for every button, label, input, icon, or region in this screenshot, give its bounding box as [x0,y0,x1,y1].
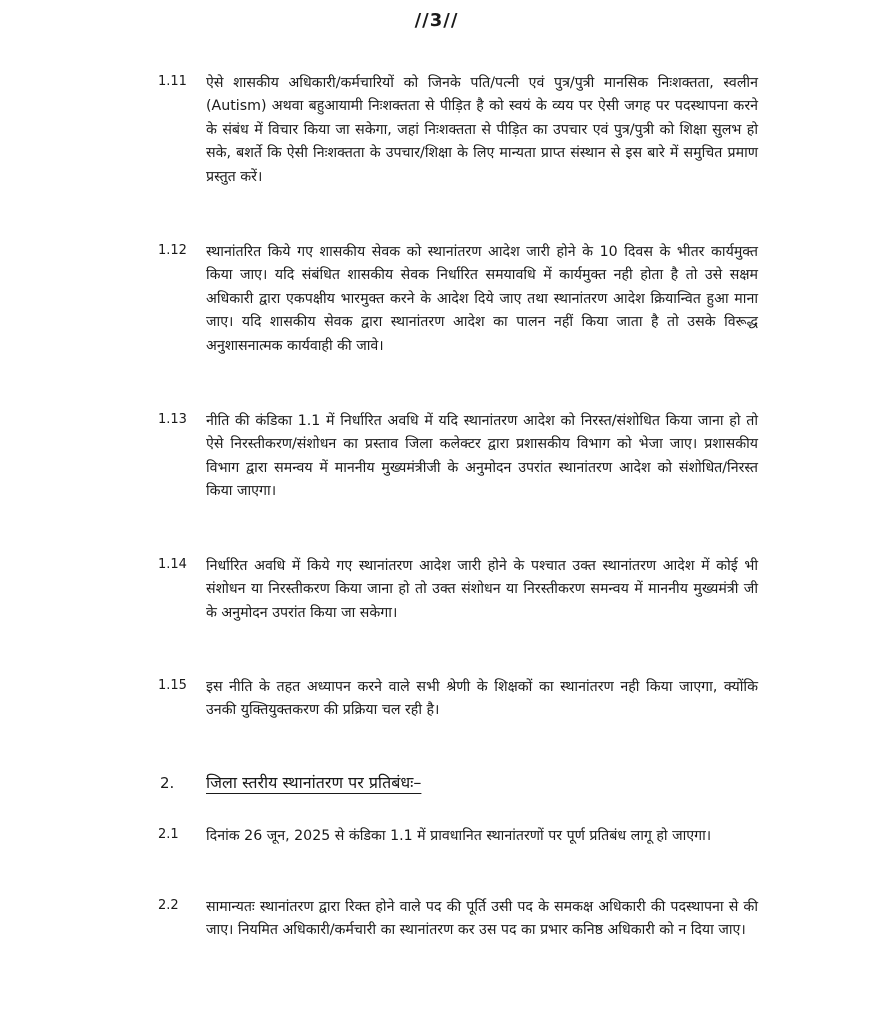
clause-text: दिनांक 26 जून, 2025 से कंडिका 1.1 में प्रावधानित स्थानांतरणों पर पूर्ण प्रतिबंध लागू हो जाएगा। [206,828,712,844]
clause-number: 1.15 [158,678,187,693]
clause-text: निर्धारित अवधि में किये गए स्थानांतरण आदेश जारी होने के पश्चात उक्त स्थानांतरण आदेश में कोई भी संशोधन या निरस्तीकरण किया जाना हो तो उक्त संशोधन या निरस्तीकरण समन्वय में माननीय मुख्यमंत्री जी के अनुमोदन उपरांत किया जा सकेगा। [206,558,758,621]
clause-number: 2.1 [158,827,179,842]
clause-text: इस नीति के तहत अध्यापन करने वाले सभी श्रेणी के शिक्षकों का स्थानांतरण नही किया जाएगा, क्योंकि उनकी युक्तियुक्तकरण की प्रक्रिया चल रही है। [206,679,758,719]
clause-text: नीति की कंडिका 1.1 में निर्धारित अवधि में यदि स्थानांतरण आदेश को निरस्त/संशोधित किया जाना हो तो ऐसे निरस्तीकरण/संशोधन का प्रस्ताव जिला कलेक्टर द्वारा प्रशासकीय विभाग को भेजा जाए। प्रशासकीय विभाग द्वारा समन्वय में माननीय मुख्यमंत्रीजी के अनुमोदन उपरांत स्थानांतरण आदेश को संशोधित/निरस्त किया जाएगा। [206,413,758,500]
clause-number: 2.2 [158,898,179,913]
clause-text: सामान्यतः स्थानांतरण द्वारा रिक्त होने वाले पद की पूर्ति उसी पद के समकक्ष अधिकारी की पदस्थापना से की जाए। नियमित अधिकारी/कर्मचारी का स्थानांतरण कर उस पद का प्रभार कनिष्ठ अधिकारी को न दिया जाए। [206,899,759,939]
page-number: //3// [414,10,459,31]
clause-number: 1.11 [158,74,187,89]
clause-number: 1.12 [158,243,187,258]
clause-number: 1.13 [158,412,187,427]
section-title: जिला स्तरीय स्थानांतरण पर प्रतिबंधः– [206,773,422,792]
section-number: 2. [160,774,175,792]
clause-number: 1.14 [158,557,187,572]
clause-text: ऐसे शासकीय अधिकारी/कर्मचारियों को जिनके पति/पत्नी एवं पुत्र/पुत्री मानसिक निःशक्तता, स्वलीन (Autism) अथवा बहुआयामी निःशक्तता से पीड़ित है को स्वयं के व्यय पर ऐसी जगह पर पदस्थापना करने के संबंध में विचार किया जा सकेगा, जहां निःशक्तता से पीड़ित का उपचार एवं पुत्र/पुत्री को शिक्षा सुलभ हो सके, बशर्ते कि ऐसी निःशक्तता के उपचार/शिक्षा के लिए मान्यता प्राप्त संस्थान से इस बारे में समुचित प्रमाण प्रस्तुत करें। [206,75,758,185]
clause-text: स्थानांतरित किये गए शासकीय सेवक को स्थानांतरण आदेश जारी होने के 10 दिवस के भीतर कार्यमुक्त किया जाए। यदि संबंधित शासकीय सेवक निर्धारित समयावधि में कार्यमुक्त नही होता है तो उसे सक्षम अधिकारी द्वारा एकपक्षीय भारमुक्त करने के आदेश दिये जाए तथा स्थानांतरण आदेश क्रियान्वित हुआ माना जाए। यदि शासकीय सेवक द्वारा स्थानांतरण आदेश का पालन नहीं किया जाता है तो उसके विरूद्ध अनुशासनात्मक कार्यवाही की जावे। [206,244,758,354]
